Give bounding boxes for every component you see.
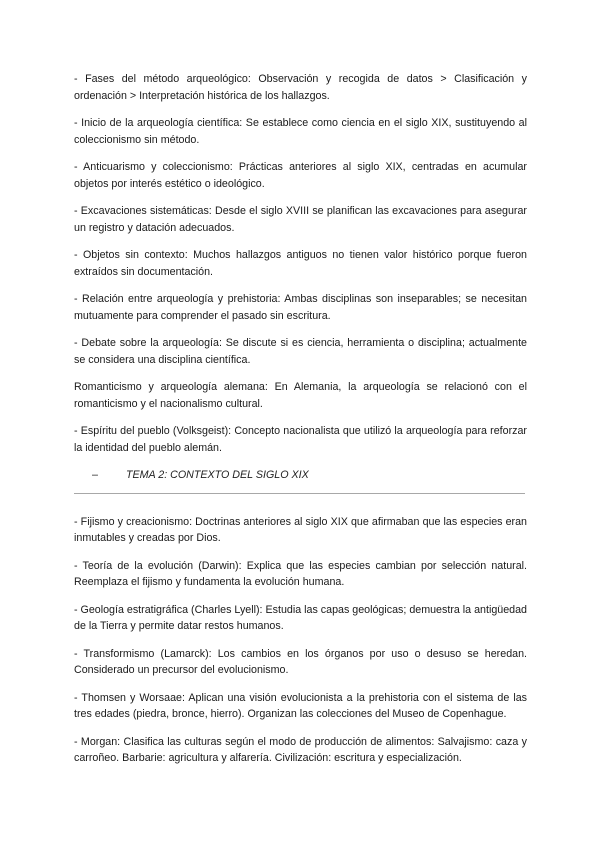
- paragraph-volksgeist: - Espíritu del pueblo (Volksgeist): Concepto nacionalista que utilizó la arqueología para reforzar la identidad del pueblo alemán.: [74, 425, 527, 454]
- paragraph-fases-metodo: - Fases del método arqueológico: Observación y recogida de datos > Clasificación y ordenación > Interpretación histórica de los hallazgos.: [74, 73, 527, 102]
- section-title: TEMA 2: CONTEXTO DEL SIGLO XIX: [126, 469, 309, 481]
- section-dash: –: [92, 469, 98, 481]
- paragraph-objetos-sin-contexto: - Objetos sin contexto: Muchos hallazgos antiguos no tienen valor histórico porque fueron extraídos sin documentación.: [74, 249, 527, 278]
- paragraph-lamarck: - Transformismo (Lamarck): Los cambios en los órganos por uso o desuso se heredan. Considerado un precursor del evolucionismo.: [74, 647, 527, 676]
- section-heading: [74, 467, 527, 484]
- paragraph-debate-arqueologia: - Debate sobre la arqueología: Se discute si es ciencia, herramienta o disciplina; actualmente se considera una disciplina científica.: [74, 337, 527, 366]
- paragraph-lyell: - Geología estratigráfica (Charles Lyell): Estudia las capas geológicas; demuestra la antigüedad de la Tierra y permite datar restos humanos.: [74, 603, 527, 632]
- paragraph-thomsen-worsaae: - Thomsen y Worsaae: Aplican una visión evolucionista a la prehistoria con el sistema de las tres edades (piedra, bronce, hierro). Organizan las colecciones del Museo de Copenhague.: [74, 691, 527, 720]
- paragraph-romanticismo: Romanticismo y arqueología alemana: En Alemania, la arqueología se relacionó con el romanticismo y el nacionalismo cultural.: [74, 381, 527, 410]
- horizontal-divider: [74, 493, 525, 494]
- document-body: [74, 71, 527, 778]
- paragraph-fijismo: - Fijismo y creacionismo: Doctrinas anteriores al siglo XIX que afirmaban que las especies eran inmutables y creadas por Dios.: [74, 515, 527, 544]
- paragraph-excavaciones: - Excavaciones sistemáticas: Desde el siglo XVIII se planifican las excavaciones para asegurar un registro y datación adecuados.: [74, 205, 527, 234]
- paragraph-arqueologia-prehistoria: - Relación entre arqueología y prehistoria: Ambas disciplinas son inseparables; se necesitan mutuamente para comprender el pasado sin escritura.: [74, 293, 527, 322]
- paragraph-inicio-arqueologia: - Inicio de la arqueología científica: Se establece como ciencia en el siglo XIX, sustituyendo al coleccionismo sin método.: [74, 117, 527, 146]
- paragraph-morgan: - Morgan: Clasifica las culturas según el modo de producción de alimentos: Salvajismo: caza y carroñeo. Barbarie: agricultura y alfarería. Civilización: escritura y especialización.: [74, 735, 527, 764]
- paragraph-darwin: - Teoría de la evolución (Darwin): Explica que las especies cambian por selección natural. Reemplaza el fijismo y fundamenta la evolución humana.: [74, 559, 527, 588]
- paragraph-anticuarismo: - Anticuarismo y coleccionismo: Prácticas anteriores al siglo XIX, centradas en acumular objetos por interés estético o ideológico.: [74, 161, 527, 190]
